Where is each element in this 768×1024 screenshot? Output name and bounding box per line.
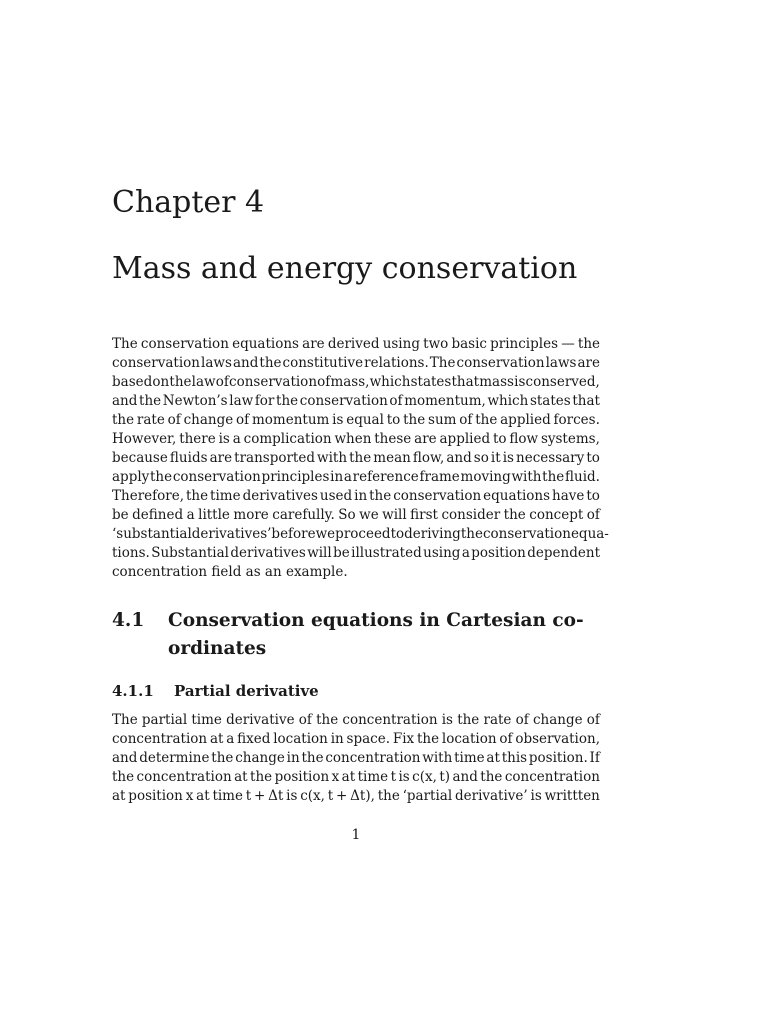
subsection-title: Partial derivative: [174, 682, 319, 700]
partial-derivative-text-line: the concentration at the position x at time t is c(x, t) and the concentration: [112, 769, 600, 785]
partial-derivative-text-line: The partial time derivative of the concentration is the rate of change of: [112, 712, 600, 728]
intro-text-line: tions. Substantial derivatives will be illustrated using a position dependent: [112, 545, 600, 561]
partial-derivative-paragraph: [112, 711, 600, 806]
intro-text-line: the rate of change of momentum is equal to the sum of the applied forces.: [112, 412, 600, 428]
chapter-title: Mass and energy conservation: [112, 251, 578, 286]
intro-text-line: However, there is a complication when these are applied to flow systems,: [112, 431, 600, 447]
intro-text-line: concentration field as an example.: [112, 564, 348, 580]
intro-paragraph: [112, 335, 609, 582]
intro-text-line: based on the law of conservation of mass, which states that mass is conserved,: [112, 374, 600, 390]
subsection-number: 4.1.1: [112, 682, 154, 700]
section-title: [168, 607, 608, 663]
section-number: 4.1: [112, 610, 145, 631]
page-number: 1: [351, 827, 361, 843]
partial-derivative-text-line: at position x at time t + Δt is c(x, t + Δt), the ‘partial derivative’ is writtten: [112, 788, 600, 804]
intro-text-line: be defined a little more carefully. So we will first consider the concept of: [112, 507, 600, 523]
subsection-heading: [112, 680, 319, 702]
chapter-label: Chapter 4: [112, 185, 265, 220]
partial-derivative-text-line: and determine the change in the concentration with time at this position. If: [112, 750, 600, 766]
intro-text-line: because fluids are transported with the mean flow, and so it is necessary to: [112, 450, 600, 466]
intro-text-line: apply the conservation principles in a reference frame moving with the fluid.: [112, 469, 600, 485]
partial-derivative-text-line: concentration at a fixed location in space. Fix the location of observation,: [112, 731, 600, 747]
intro-text-line: conservation laws and the constitutive relations. The conservation laws are: [112, 355, 600, 371]
intro-text-line: Therefore, the time derivatives used in the conservation equations have to: [112, 488, 600, 504]
intro-text-line: ‘substantial derivatives’ before we proceed to deriving the conservation equa-: [112, 526, 609, 542]
intro-text-line: and the Newton’s law for the conservation of momentum, which states that: [112, 393, 600, 409]
intro-text-line: The conservation equations are derived using two basic principles — the: [112, 336, 600, 352]
section-title-line-2: ordinates: [168, 638, 267, 659]
section-title-line-1: Conservation equations in Cartesian co-: [168, 610, 584, 631]
